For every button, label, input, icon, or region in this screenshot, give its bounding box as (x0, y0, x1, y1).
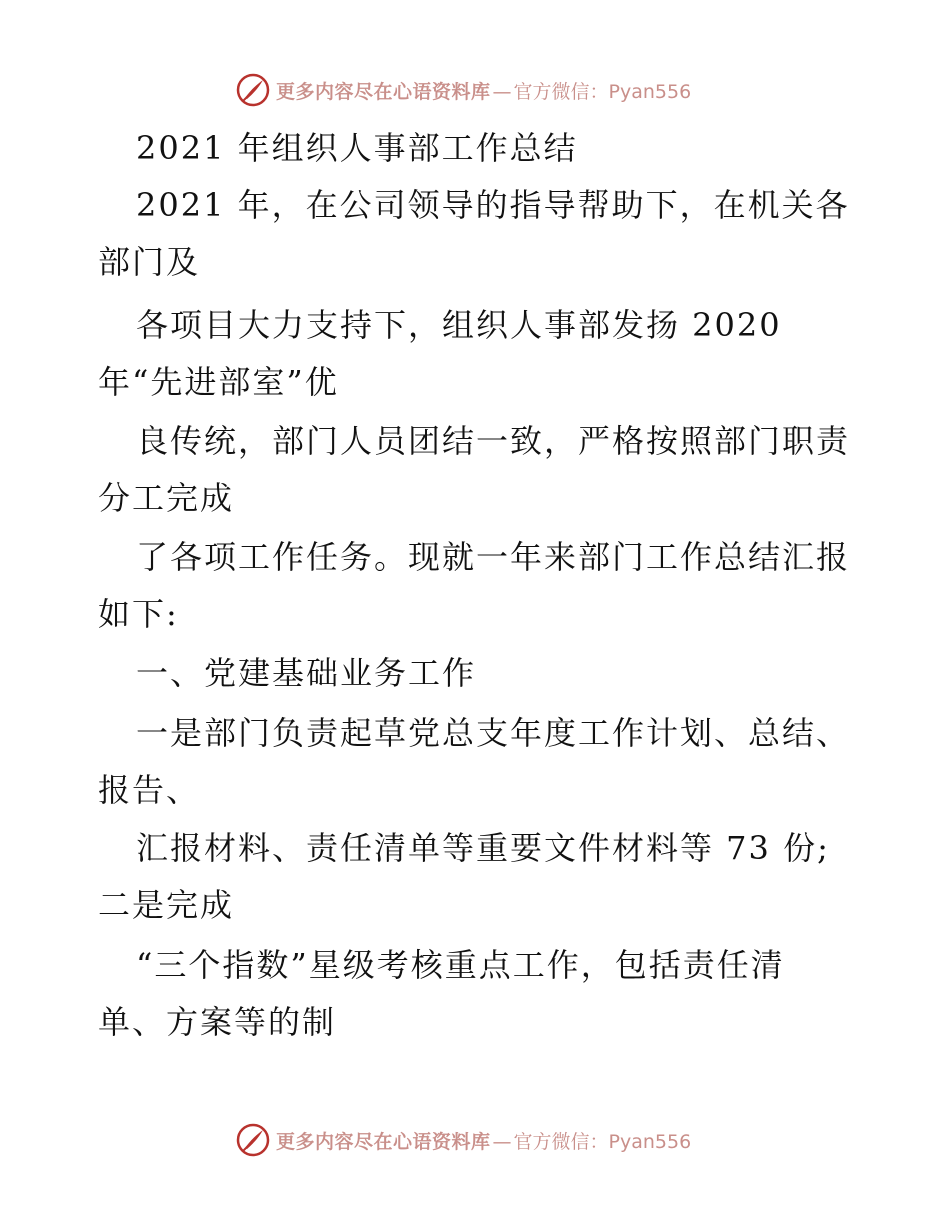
watermark-label: 更多内容尽在心语资料库 (276, 1130, 491, 1153)
quill-logo-icon (236, 73, 270, 107)
paragraph-line: 分工完成 (98, 479, 235, 517)
watermark-wechat: 官方微信：Pyan556 (513, 1130, 692, 1153)
watermark-text (276, 77, 691, 104)
footer-watermark (236, 1122, 691, 1158)
watermark-label: 更多内容尽在心语资料库 (276, 80, 491, 103)
quill-logo-icon (236, 1123, 270, 1157)
watermark-wechat: 官方微信：Pyan556 (513, 80, 692, 103)
paragraph-line: 二是完成 (98, 886, 235, 924)
paragraph-line: 如下: (98, 595, 179, 633)
watermark-dash: — (492, 1130, 512, 1153)
paragraph-line: 2021 年，在公司领导的指导帮助下，在机关各 (136, 186, 850, 224)
paragraph-line: 汇报材料、责任清单等重要文件材料等 73 份; (136, 829, 830, 867)
section-heading: 一、党建基础业务工作 (136, 654, 477, 692)
watermark-text (276, 1127, 691, 1154)
paragraph-line: 年“先进部室”优 (98, 363, 339, 401)
paragraph-line: 单、方案等的制 (98, 1003, 337, 1041)
paragraph-line: 了各项工作任务。现就一年来部门工作总结汇报 (136, 538, 851, 576)
watermark-dash: — (492, 80, 512, 103)
paragraph-line: 各项目大力支持下，组织人事部发扬 2020 (136, 306, 782, 344)
header-watermark (236, 72, 691, 108)
paragraph-line: 一是部门负责起草党总支年度工作计划、总结、 (136, 714, 851, 752)
paragraph-line: 良传统，部门人员团结一致，严格按照部门职责 (136, 422, 851, 460)
document-title: 2021 年组织人事部工作总结 (136, 129, 578, 167)
paragraph-line: “三个指数”星级考核重点工作，包括责任清 (136, 946, 785, 984)
paragraph-line: 报告、 (98, 771, 201, 809)
paragraph-line: 部门及 (98, 243, 201, 281)
